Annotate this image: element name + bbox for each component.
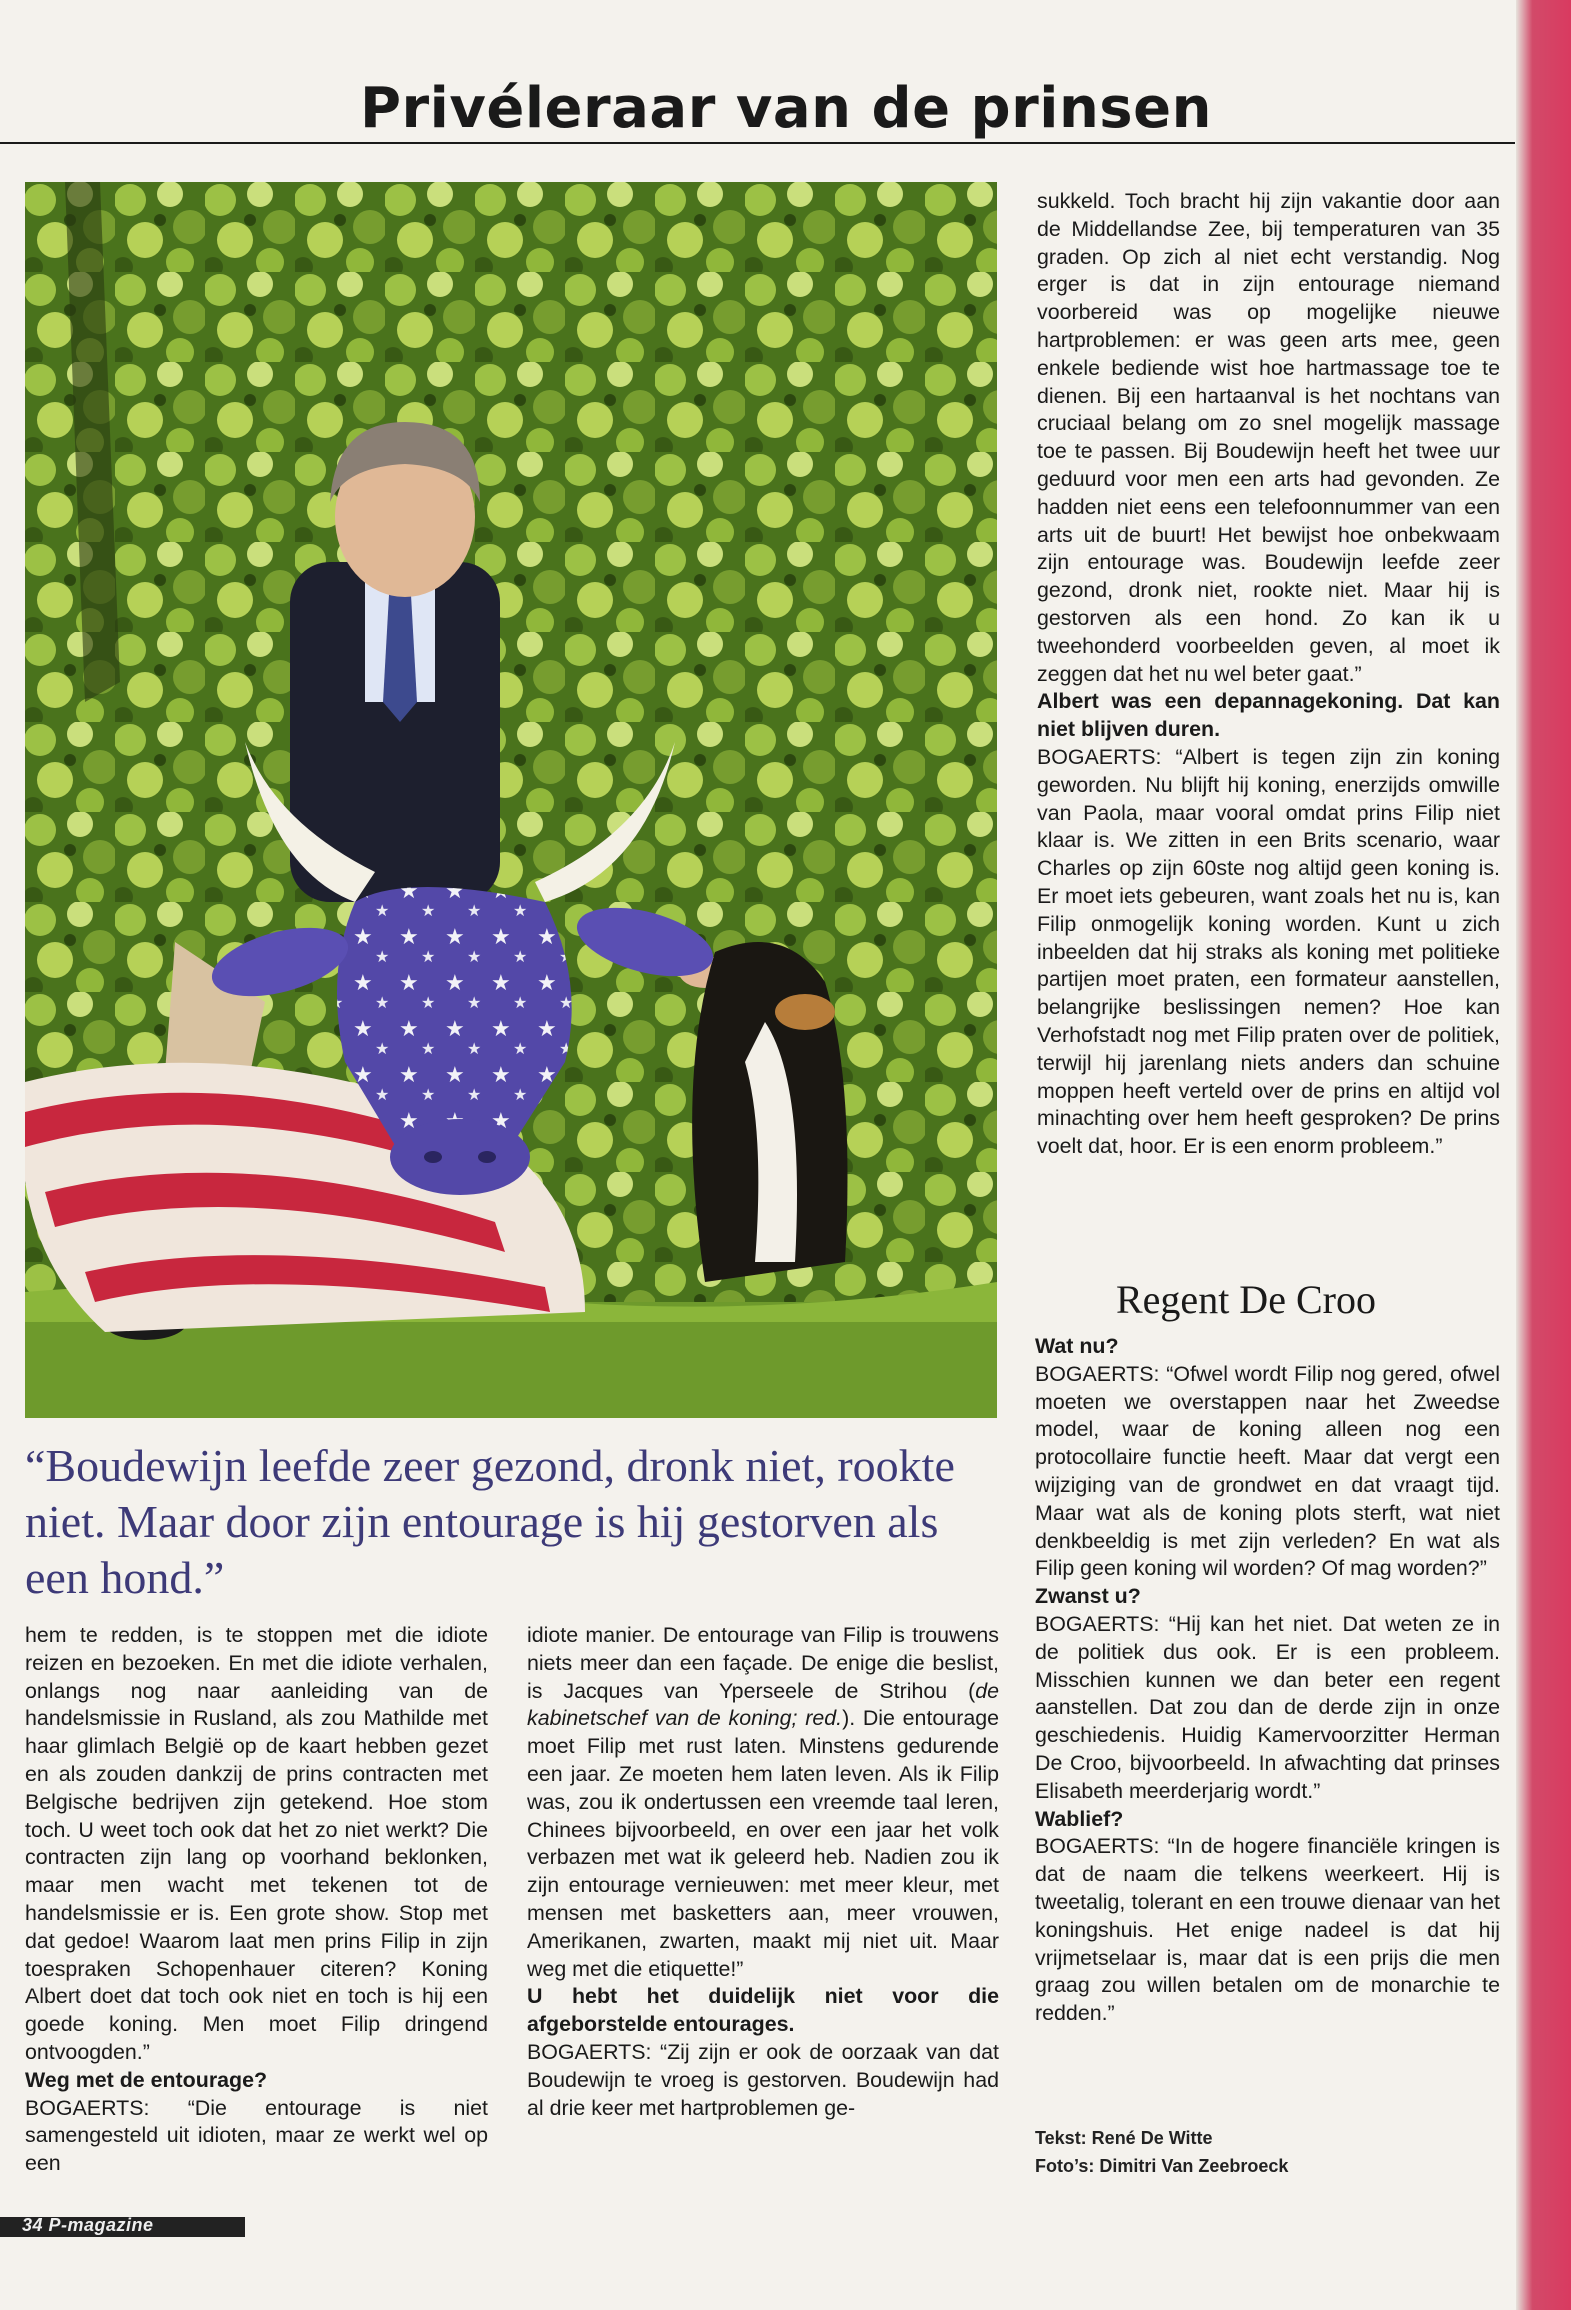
answer-text: idiote manier. De entourage van Filip is trouwens niets meer dan een façade. De enige die beslist, is Jacques van Yperseele de Strihou ( [527, 1623, 999, 1703]
answer-text: “Albert is tegen zijn zin koning geworden. Nu blijft hij koning, enerzijds omwille van Paola, maar vooral omdat prins Filip niet klaar is. We zitten in een Brits scenario, waar Charles op zijn 60ste nog altijd geen koning is. Er moet iets gebeuren, want zoals het nu is, kan Filip onmogelijk koning worden. Kunt u zich inbeelden dat hij straks als koning met politieke partijen moet praten, een formateur aanstellen, belangrijke beslissingen nemen? Hoe kan Verhofstadt nog met Filip praten over de politiek, terwijl hij jarenlang niets anders dan schuine moppen heeft verteld over de prins en altijd vol minachting over hem heeft gesproken? De prins voelt dat, hoor. Er is een enorm probleem.” [1037, 744, 1500, 1159]
paragraph: sukkeld. Toch bracht hij zijn vakantie door aan de Middellandse Zee, bij temperaturen van 35 graden. Op zich al niet echt verstandig. Nog erger is dat in zijn entourage niemand voorbereid was op mogelijke nieuwe hartproblemen: er was geen arts mee, geen enkele bediende wist hoe hartmassage toe te dienen. Bij een hartaanval is het nochtans van cruciaal belang om zo snel mogelijk massage toe te passen. Bij Boudewijn heeft het twee uur geduurd voor men een arts had gevonden. Ze hadden niet eens een telefoonnummer van een arts uit de buurt! Het bewijst hoe onbekwaam zijn entourage was. Boudewijn leefde zeer gezond, dronk niet, rookte niet. Maar hij is gestorven als een hond. Zo kan ik u tweehonderd voorbeelden geven, al moet ik zeggen dat het nu wel beter gaat.” [1037, 189, 1500, 686]
interview-question: U hebt het duidelijk niet voor die afgeborstelde entourages. [527, 1984, 999, 2037]
speaker-label: BOGAERTS: [25, 2095, 150, 2120]
answer-text: “Die entourage is niet samengesteld uit idioten, maar ze werkt wel op een [25, 2095, 488, 2176]
paragraph [527, 1622, 999, 1983]
subheading: Regent De Croo [1116, 1277, 1376, 1322]
pull-quote: “Boudewijn leefde zeer gezond, dronk niet, rookte niet. Maar door zijn entourage is hij gestorven als een hond.” [25, 1440, 955, 1603]
speaker-label: BOGAERTS: [527, 2039, 652, 2064]
answer-text: ). Die entourage moet Filip met rust laten. Minstens gedurende een jaar. Ze moeten hem laten leven. Als ik Filip was, zou ik ondertussen een vreemde taal leren, Chinees bijvoorbeeld, en over een jaar het volk verbazen met wat ik geleerd heb. Nadien zou ik zijn entourage vernieuwen: met meer kleur, met mensen met basketters aan, meer vrouwen, Amerikanen, zwarten, maakt mij niet uit. Maar weg met die etiquette!” [527, 1706, 1000, 1981]
answer-text: “Hij kan het niet. Dat weten ze in de politiek dus ook. Er is een probleem. Misschien kunnen we dan beter een regent aanstellen. Dat zou dan de derde zijn in onze geschiedenis. Huidig Kamervoorzitter Herman De Croo, bijvoorbeeld. In afwachting dat prinses Elisabeth meerderjarig wordt.” [1035, 1611, 1500, 1803]
paragraph [527, 2039, 999, 2122]
paragraph [1035, 1361, 1500, 1583]
photo-illustration [25, 182, 997, 1418]
speaker-label: BOGAERTS: [1035, 1834, 1160, 1859]
text-credit: Tekst: René De Witte [1035, 2128, 1213, 2148]
page-number-label: 34 P-magazine [22, 2215, 154, 2235]
answer-text: “Zij zijn er ook de oorzaak van dat Boudewijn te vroeg is gestorven. Boudewijn had al drie keer met hartproblemen ge- [527, 2039, 999, 2120]
answer-text: “Ofwel wordt Filip nog gered, ofwel moeten we overstappen naar het Zweedse model, waar de koning alleen nog een protocollaire functie heeft. Maar dat vergt een wijziging van de grondwet en dat vraagt tijd. Maar wat als de koning plots sterft, wat niet denkbeeldig is met zijn verleden? En wat als Filip geen koning wil worden? Of mag worden?” [1035, 1361, 1500, 1581]
column-2 [527, 1622, 999, 2122]
interview-question: Albert was een depannagekoning. Dat kan niet blijven duren. [1037, 689, 1500, 742]
column-1 [25, 1622, 488, 2178]
page-footer [0, 2217, 245, 2237]
paragraph [1037, 744, 1500, 1161]
speaker-label: BOGAERTS: [1037, 744, 1162, 769]
photo-credit: Foto’s: Dimitri Van Zeebroeck [1035, 2156, 1289, 2176]
interview-question: Wablief? [1035, 1806, 1124, 1831]
credits [1035, 2124, 1288, 2180]
interview-question: Wat nu? [1035, 1334, 1119, 1358]
paragraph [25, 2095, 488, 2178]
paragraph [1035, 1611, 1500, 1806]
answer-text: “In de hogere financiële kringen is dat de naam die telkens weerkeert. Hij is tweetalig, tolerant en een trouwe dienaar van het koningshuis. Het enige nadeel is dat hij vrijmetselaar is, maar dat is een prijs die men graag zou willen betalen om de monarchie te redden.” [1035, 1834, 1500, 2026]
speaker-label: BOGAERTS: [1035, 1611, 1160, 1636]
editor-note: de kabinetschef van de koning; red. [527, 1678, 999, 1731]
interview-question: Zwanst u? [1035, 1584, 1141, 1609]
paragraph [1035, 1833, 1500, 2028]
page-edge [1516, 0, 1571, 2310]
column-4 [1035, 1333, 1500, 2028]
headline-rule [0, 142, 1515, 144]
photo [25, 182, 997, 1418]
speaker-label: BOGAERTS: [1035, 1361, 1160, 1386]
headline: Privéleraar van de prinsen [360, 76, 1212, 141]
paragraph: hem te redden, is te stoppen met die idiote reizen en bezoeken. En met die idiote verhalen, onlangs nog naar aanleiding van de handelsmissie in Rusland, als zou Mathilde met haar glimlach België op de kaart hebben gezet en als zouden dankzij de prins contracten met Belgische bedrijven zijn getekend. Hoe stom toch. U weet toch ook dat het zo niet werkt? Die contracten zijn lang op voorhand beklonken, maar men wacht met tekenen tot de handelsmissie er is. Een grote show. Stop met dat gedoe! Waarom laat men prins Filip in zijn toespraken Schopenhauer citeren? Koning Albert doet dat toch ook niet en toch is hij een goede koning. Men moet Filip dringend ontvoogden.” [25, 1623, 488, 2064]
column-3 [1037, 188, 1500, 1161]
interview-question: Weg met de entourage? [25, 2067, 268, 2092]
